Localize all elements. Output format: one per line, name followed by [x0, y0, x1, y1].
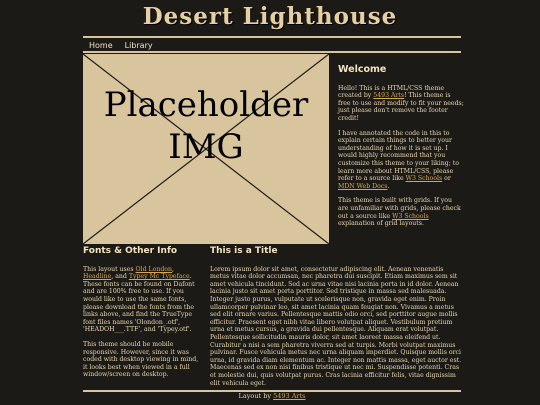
- welcome-p1-text-b: ! This theme is free to use and modify to fit your needs; just please don't remove the footer credit!: [338, 92, 464, 122]
- welcome-p1-text-a: Hello! This is a HTML/CSS theme created by: [338, 84, 444, 100]
- footer-credit-link[interactable]: 5493 Arts: [273, 392, 306, 400]
- welcome-section: [338, 66, 464, 235]
- welcome-p2-text-a: I have annotated the code in this to explain certain things to better your understanding of how it is set up. I would highly recommend that you customize this theme to your liking; to learn more about HTML/CSS, please refer to a source like: [338, 129, 459, 183]
- welcome-heading: Welcome: [338, 64, 387, 75]
- old-london-link[interactable]: Old London: [135, 265, 173, 273]
- welcome-p3-text-a: This theme is built with grids. If you are unfamiliar with grids, please check out a source like: [338, 197, 461, 220]
- nav-home-link[interactable]: Home: [89, 40, 113, 50]
- welcome-paragraph-3: [338, 197, 464, 227]
- fonts-paragraph-1: [83, 266, 201, 334]
- welcome-credit-link[interactable]: 5493 Arts: [373, 92, 405, 100]
- fonts-info-section: [83, 248, 201, 386]
- fonts-p1-text-b: . These fonts can be found on Dafont and are 100% free to use. If you would like to use the same fonts, please download the fonts from the links above, and find the TrueType font files names 'Olondon_.otf', 'HEADOH___.TTF', and 'Typey.otf'.: [83, 273, 195, 334]
- headline-link[interactable]: Headline: [83, 273, 112, 281]
- w3schools-grid-link[interactable]: W3 Schools: [392, 212, 429, 220]
- footer: [83, 392, 461, 400]
- fonts-p1-sep-2: , and: [111, 273, 129, 281]
- footer-text: Layout by: [238, 392, 274, 400]
- nav-library-link[interactable]: Library: [124, 40, 153, 50]
- nav-top-rule: [83, 36, 461, 38]
- main-nav: [83, 39, 461, 51]
- fonts-p1-text-a: This layout uses: [83, 265, 136, 273]
- typey-link[interactable]: Typey Mc Typeface: [128, 273, 190, 281]
- site-title: Desert Lighthouse: [142, 3, 398, 30]
- welcome-p3-text-b: explanation of grid layouts.: [338, 220, 424, 228]
- welcome-paragraph-1: [338, 85, 464, 123]
- fonts-p1-sep-1: ,: [172, 265, 174, 273]
- placeholder-text-line1: Placeholder: [103, 85, 309, 125]
- nav-bottom-rule: [83, 51, 461, 53]
- placeholder-text-line2: IMG: [168, 127, 244, 167]
- main-body-text: Lorem ipsum dolor sit amet, consectetur adipiscing elit. Aenean venenatis metus vitae dolor accumsan, nec pharetra dui suscipit. Etiam maximus sem sit amet vehicula tincidunt. Sed ac urna vitae nisi lacinia porta in id dolor. Aenean lacinia justo sit amet porta porttitor. Sed tristique in massa sed malesuada. Integer justo purus, vulputate ut scelerisque non, gravida eget enim. Proin ullamcorper pulvinar leo, sit amet lacinia quam feugiat non. Vivamus a metus sed elit ornare varius. Pellentesque mattis odio orci, sed porttitor augue mollis efficitur. Praesent eget nibh vitae libero volutpat aliquet. Vestibulum pretium urna et metus cursus, a gravida dui pellentesque. Aliquam erat volutpat. Pellentesque sollicitudin mauris dolor, sit amet laoreet massa eleifend ut. Curabitur a nisi a sem pharetra viverra sed at turpis. Morbi volutpat maximus pulvinar. Fusce vehicula metus nec urna aliquam imperdiet. Quisque mollis orci urna, id gravida diam elementum ac. Integer non mattis massa, eget auctor est. Maecenas sed ex non nisi finibus tristique ut nec mi. Suspendisse potenti. Cras et molestie dui, quis volutpat purus. Cras lacinia efficitur felis, vitae dignissim elit vehicula eget.: [210, 265, 462, 387]
- fonts-paragraph-2: This theme should be mobile responsive. However, since it was coded with desktop viewing in mind, it looks best when viewed in a full window/screen on desktop.: [83, 340, 199, 379]
- w3schools-link[interactable]: W3 Schools: [405, 175, 443, 183]
- placeholder-image-svg: [83, 54, 329, 244]
- welcome-p2-text-c: .: [387, 182, 390, 190]
- mdn-link[interactable]: MDN Web Docs: [338, 182, 388, 190]
- main-title: This is a Title: [210, 246, 278, 256]
- fonts-heading: Fonts & Other Info: [83, 246, 178, 256]
- main-content-section: [210, 248, 462, 387]
- placeholder-image: [83, 54, 329, 244]
- welcome-paragraph-2: [338, 130, 464, 191]
- welcome-p2-text-b: or: [442, 175, 451, 183]
